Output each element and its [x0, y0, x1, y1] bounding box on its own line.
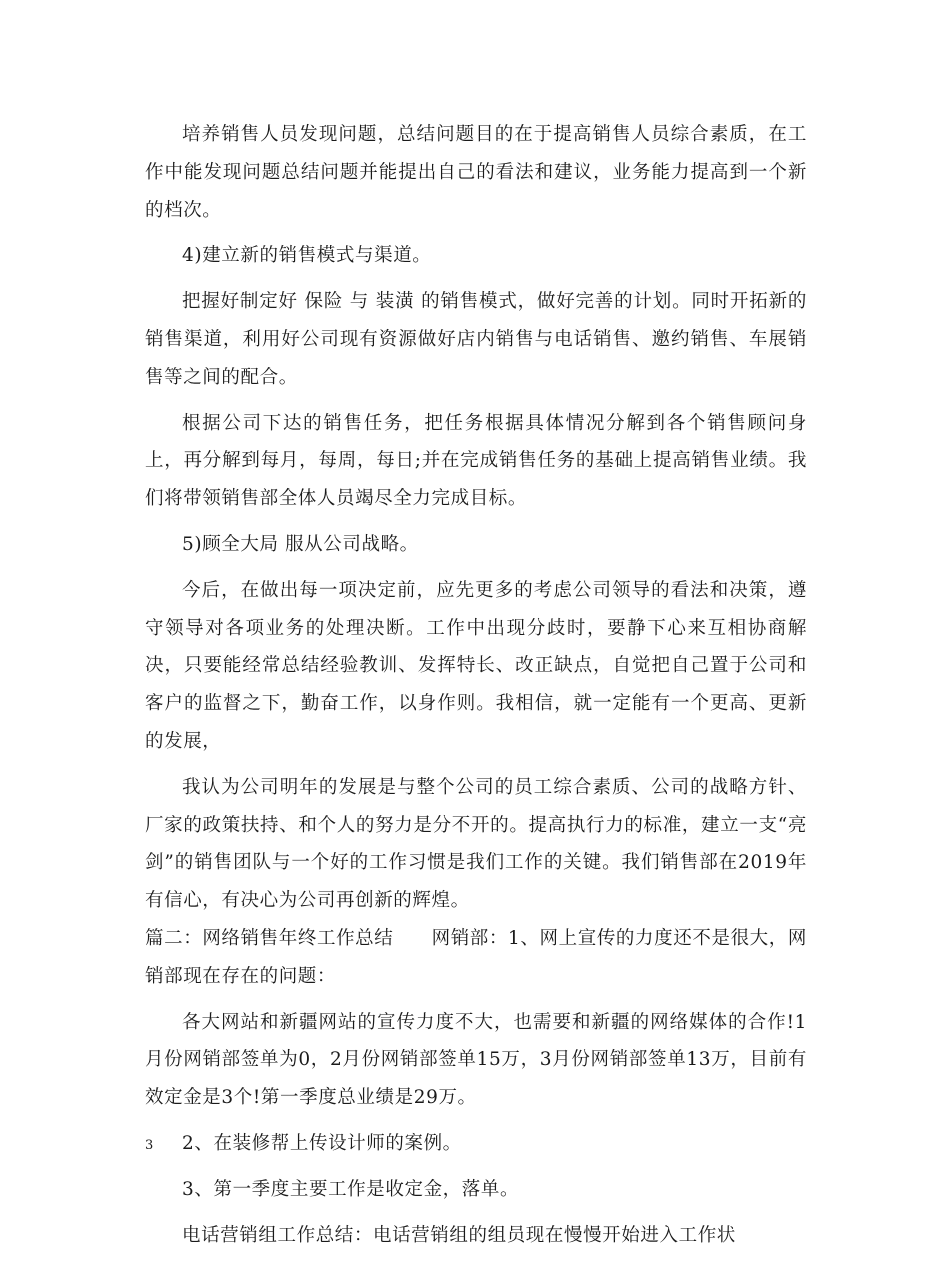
paragraph-decisions: 今后，在做出每一项决定前，应先更多的考虑公司领导的看法和决策，遵守领导对各项业务的处理决断。工作中出现分歧时，要静下心来互相协商解决，只要能经常总结经验教训、发挥特长、改正缺点，自觉把自己置于公司和客户的监督之下，勤奋工作，以身作则。我相信，就一定能有一个更高、更新的发展，: [145, 579, 807, 752]
paragraph-sales-model: 把握好制定好 保险 与 装潢 的销售模式，做好完善的计划。同时开拓新的销售渠道，利用好公司现有资源做好店内销售与电话销售、邀约销售、车展销售等之间的配合。: [145, 291, 807, 388]
paragraph-website-promotion: 各大网站和新疆网站的宣传力度不大，也需要和新疆的网络媒体的合作!1月份网销部签单为0，2月份网销部签单15万，3月份网销部签单13万，目前有效定金是3个!第一季度总业绩是29万。: [145, 1011, 807, 1109]
paragraph-heading-new-sales-model: 4)建立新的销售模式与渠道。: [182, 245, 432, 267]
paragraph-company-development: 我认为公司明年的发展是与整个公司的员工综合素质、公司的战略方针、厂家的政策扶持、和个人的努力是分不开的。提高执行力的标准，建立一支“亮剑”的销售团队与一个好的工作习惯是我们工作的关键。我们销售部在2019年有信心，有决心为公司再创新的辉煌。: [145, 776, 807, 912]
paragraph-training: 培养销售人员发现问题，总结问题目的在于提高销售人员综合素质，在工作中能发现问题总结问题并能提出自己的看法和建议，业务能力提高到一个新的档次。: [145, 124, 807, 221]
paragraph-designer-cases: 2、在装修帮上传设计师的案例。: [182, 1132, 462, 1154]
paragraph-section-two-heading: 篇二：网络销售年终工作总结 网销部：1、网上宣传的力度还不是很大，网销部现在存在的问题：: [145, 927, 807, 987]
document-body: [145, 116, 807, 1262]
paragraph-telemarketing-summary: 电话营销组工作总结：电话营销组的组员现在慢慢开始进入工作状: [182, 1224, 736, 1246]
paragraph-heading-company-strategy: 5)顾全大局 服从公司战略。: [182, 533, 419, 555]
paragraph-sales-tasks: 根据公司下达的销售任务，把任务根据具体情况分解到各个销售顾问身上，再分解到每月，每周，每日;并在完成销售任务的基础上提高销售业绩。我们将带领销售部全体人员竭尽全力完成目标。: [145, 412, 807, 510]
page-number: 3: [145, 1138, 154, 1153]
paragraph-first-quarter-work: 3、第一季度主要工作是收定金，落单。: [182, 1178, 520, 1200]
